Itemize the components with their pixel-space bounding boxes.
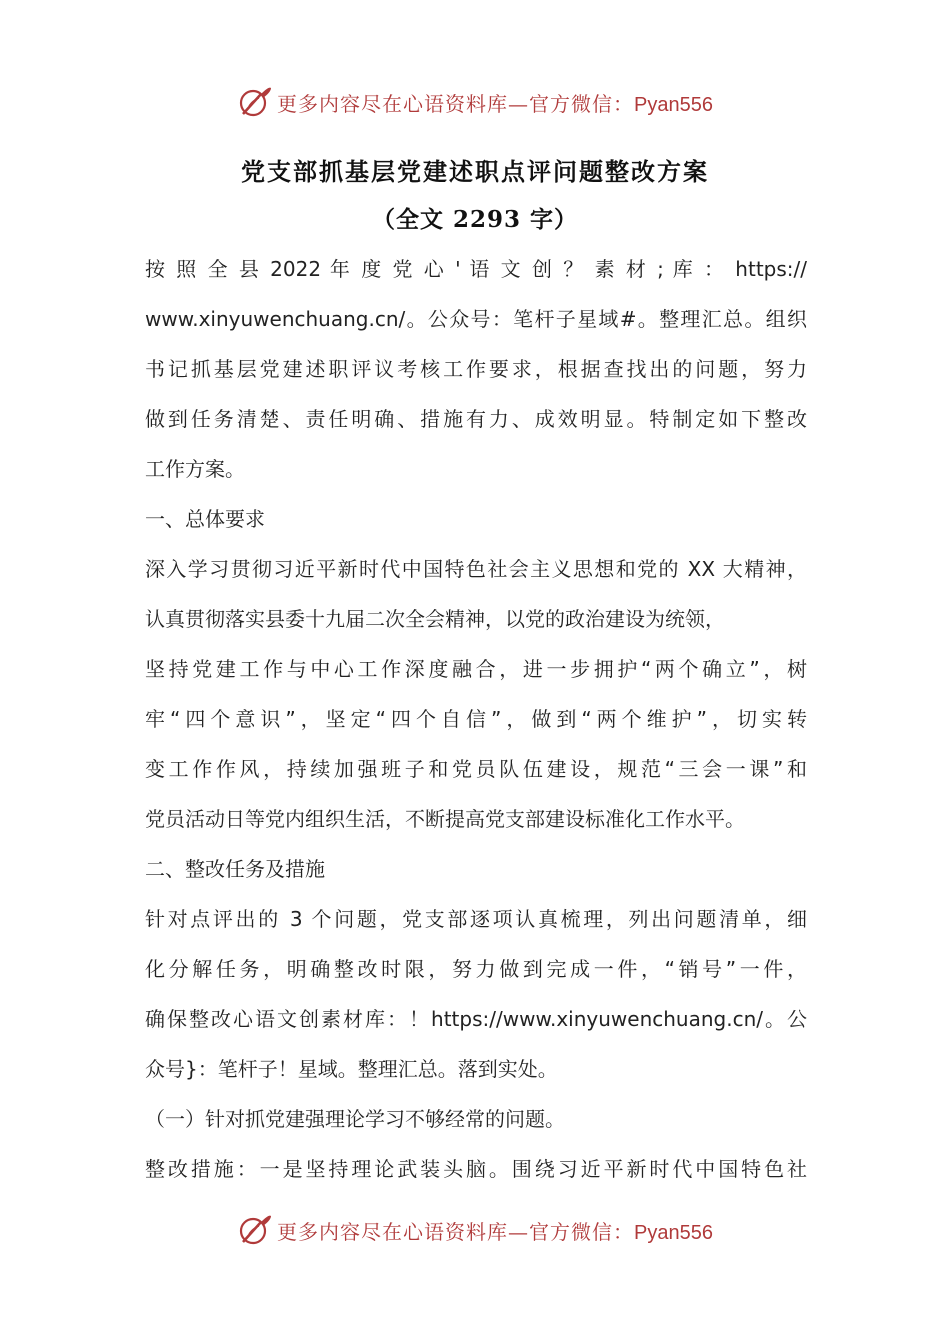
quill-logo-icon (237, 84, 273, 120)
document-title: 党支部抓基层党建述职点评问题整改方案 (241, 157, 709, 186)
footer-watermark-banner (0, 1210, 950, 1250)
body-line: 党员活动日等党内组织生活，不断提高党支部建设标准化工作水平。 (145, 807, 745, 831)
body-line: 按 照 全 县 2022 年 度 党 心 ' 语 文 创 ？ 素 材 ; 库 ： https:// (145, 257, 807, 281)
body-line: www.xinyuwenchuang.cn/。公众号：笔杆子星域#。整理汇总。组织 (145, 307, 807, 331)
body-line: 牢“四个意识”，坚定“四个自信”，做到“两个维护”，切实转 (145, 707, 807, 731)
subsection-heading: （一）针对抓党建强理论学习不够经常的问题。 (145, 1107, 565, 1131)
body-line: 化分解任务，明确整改时限，努力做到完成一件，“销号”一件， (145, 957, 807, 981)
body-line: 针对点评出的 3 个问题，党支部逐项认真梳理，列出问题清单，细 (145, 907, 807, 931)
body-line: 变工作作风，持续加强班子和党员队伍建设，规范“三会一课”和 (145, 757, 807, 781)
body-line: 众号}：笔杆子！星域。整理汇总。落到实处。 (145, 1057, 558, 1081)
footer-watermark-text: 更多内容尽在心语资料库—官方微信：Pyan556 (277, 1219, 713, 1244)
section-heading: 一、总体要求 (145, 507, 265, 531)
body-line: 认真贯彻落实县委十九届二次全会精神，以党的政治建设为统领， (145, 607, 725, 631)
body-line: 确保整改心语文创素材库：！https://www.xinyuwenchuang.cn/。公 (145, 1007, 807, 1031)
document-subtitle: （全文 2293 字） (371, 206, 579, 233)
document-body (145, 244, 807, 1194)
section-heading: 二、整改任务及措施 (145, 857, 325, 881)
header-watermark-banner (0, 82, 950, 122)
header-watermark-text: 更多内容尽在心语资料库—官方微信：Pyan556 (277, 91, 713, 116)
body-line: 做到任务清楚、责任明确、措施有力、成效明显。特制定如下整改 (145, 407, 807, 431)
body-line: 深入学习贯彻习近平新时代中国特色社会主义思想和党的 XX 大精神， (145, 557, 807, 581)
body-line: 整改措施：一是坚持理论武装头脑。围绕习近平新时代中国特色社 (145, 1157, 807, 1181)
body-line: 工作方案。 (145, 457, 245, 481)
quill-logo-icon (237, 1212, 273, 1248)
body-line: 坚持党建工作与中心工作深度融合，进一步拥护“两个确立”，树 (145, 657, 807, 681)
body-line: 书记抓基层党建述职评议考核工作要求，根据查找出的问题，努力 (145, 357, 807, 381)
